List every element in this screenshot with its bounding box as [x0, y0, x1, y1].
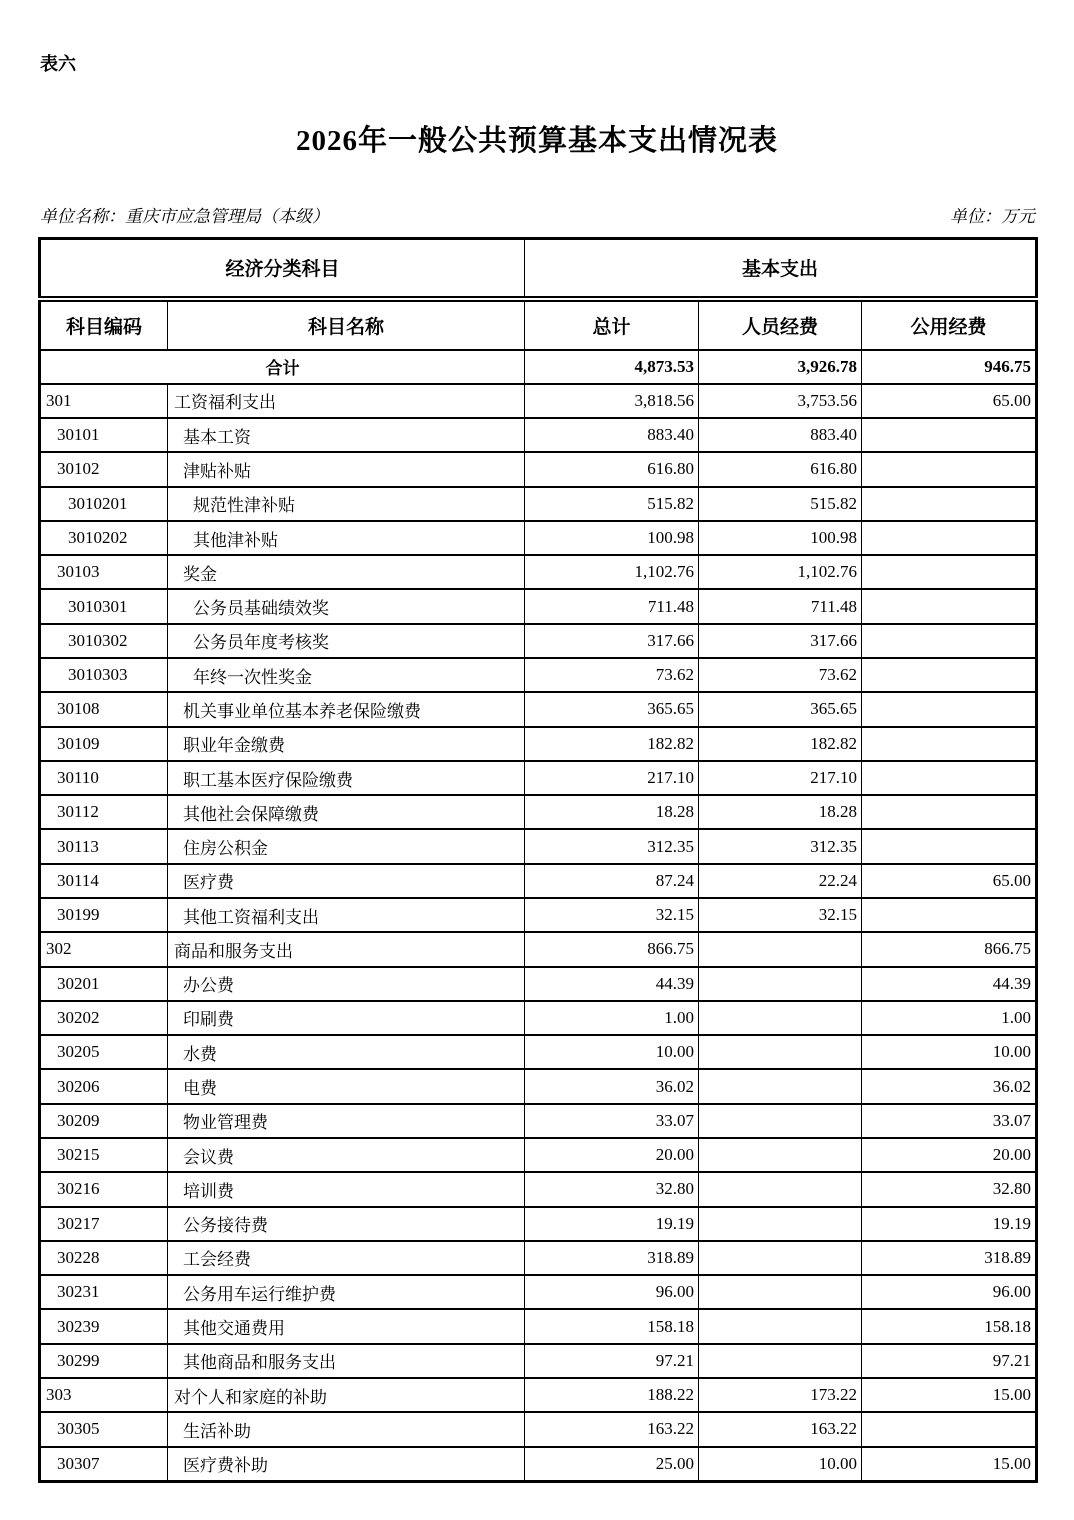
total-cell: 3,818.56: [525, 384, 699, 418]
subject-code-cell: 3010202: [40, 521, 168, 555]
public-cell: [862, 487, 1037, 521]
total-cell: 32.80: [525, 1172, 699, 1206]
total-cell: 515.82: [525, 487, 699, 521]
public-cell: 65.00: [862, 384, 1037, 418]
table-row: [40, 692, 1037, 726]
table-row: [40, 1378, 1037, 1412]
table-row: [40, 1172, 1037, 1206]
personnel-cell: [699, 1172, 862, 1206]
personnel-cell: 883.40: [699, 418, 862, 452]
personnel-cell: 100.98: [699, 521, 862, 555]
subject-name-cell: 其他社会保障缴费: [168, 795, 525, 829]
unit-of-measure-label: 单位：万元: [950, 207, 1035, 226]
personnel-cell: 163.22: [699, 1412, 862, 1446]
column-header-public: 公用经费: [862, 299, 1037, 350]
personnel-cell: 317.66: [699, 624, 862, 658]
total-cell: 73.62: [525, 658, 699, 692]
table-row: [40, 1138, 1037, 1172]
public-cell: [862, 829, 1037, 863]
personnel-cell: 515.82: [699, 487, 862, 521]
subject-name-cell: 公务用车运行维护费: [168, 1275, 525, 1309]
public-cell: 65.00: [862, 864, 1037, 898]
table-row: [40, 898, 1037, 932]
subject-code-cell: 30209: [40, 1104, 168, 1138]
subject-name-cell: 物业管理费: [168, 1104, 525, 1138]
subject-code-cell: 30199: [40, 898, 168, 932]
total-cell: 1,102.76: [525, 555, 699, 589]
public-cell: [862, 589, 1037, 623]
subject-name-cell: 机关事业单位基本养老保险缴费: [168, 692, 525, 726]
table-row: [40, 864, 1037, 898]
table-row: [40, 1001, 1037, 1035]
public-cell: 158.18: [862, 1309, 1037, 1343]
subject-code-cell: 30113: [40, 829, 168, 863]
subject-code-cell: 3010302: [40, 624, 168, 658]
total-cell: 32.15: [525, 898, 699, 932]
subject-code-cell: 30114: [40, 864, 168, 898]
table-row: [40, 1241, 1037, 1275]
grand-total-label: 合计: [40, 350, 525, 384]
table-row: [40, 1412, 1037, 1446]
table-row: [40, 1207, 1037, 1241]
personnel-cell: 217.10: [699, 761, 862, 795]
subject-name-cell: 医疗费补助: [168, 1447, 525, 1482]
subject-code-cell: 30216: [40, 1172, 168, 1206]
total-cell: 312.35: [525, 829, 699, 863]
column-header-name: 科目名称: [168, 299, 525, 350]
public-cell: [862, 1412, 1037, 1446]
total-cell: 1.00: [525, 1001, 699, 1035]
subject-code-cell: 30305: [40, 1412, 168, 1446]
subject-name-cell: 职工基本医疗保险缴费: [168, 761, 525, 795]
total-cell: 18.28: [525, 795, 699, 829]
table-row: [40, 555, 1037, 589]
subject-name-cell: 公务接待费: [168, 1207, 525, 1241]
public-cell: 20.00: [862, 1138, 1037, 1172]
total-cell: 616.80: [525, 452, 699, 486]
public-cell: 1.00: [862, 1001, 1037, 1035]
subject-name-cell: 印刷费: [168, 1001, 525, 1035]
public-cell: 10.00: [862, 1035, 1037, 1069]
public-cell: [862, 555, 1037, 589]
table-row: [40, 795, 1037, 829]
subject-code-cell: 30201: [40, 967, 168, 1001]
grand-total-personnel-cell: 3,926.78: [699, 350, 862, 384]
subject-name-cell: 工会经费: [168, 1241, 525, 1275]
subject-code-cell: 30101: [40, 418, 168, 452]
personnel-cell: [699, 1207, 862, 1241]
public-cell: 15.00: [862, 1378, 1037, 1412]
personnel-cell: 365.65: [699, 692, 862, 726]
subject-code-cell: 30299: [40, 1344, 168, 1378]
grand-total-total-cell: 4,873.53: [525, 350, 699, 384]
meta-row: [40, 202, 1035, 227]
subject-code-cell: 301: [40, 384, 168, 418]
total-cell: 19.19: [525, 1207, 699, 1241]
personnel-cell: [699, 1275, 862, 1309]
personnel-cell: 711.48: [699, 589, 862, 623]
total-cell: 318.89: [525, 1241, 699, 1275]
subject-name-cell: 住房公积金: [168, 829, 525, 863]
subject-code-cell: 3010303: [40, 658, 168, 692]
personnel-cell: [699, 967, 862, 1001]
subject-name-cell: 其他津补贴: [168, 521, 525, 555]
personnel-cell: [699, 1069, 862, 1103]
table-row: [40, 1035, 1037, 1069]
subject-name-cell: 其他交通费用: [168, 1309, 525, 1343]
total-cell: 158.18: [525, 1309, 699, 1343]
total-cell: 317.66: [525, 624, 699, 658]
total-cell: 711.48: [525, 589, 699, 623]
personnel-cell: [699, 932, 862, 966]
public-cell: 15.00: [862, 1447, 1037, 1482]
unit-name-label: 单位名称：重庆市应急管理局（本级）: [40, 207, 329, 226]
total-cell: 10.00: [525, 1035, 699, 1069]
personnel-cell: [699, 1104, 862, 1138]
public-cell: [862, 521, 1037, 555]
personnel-cell: [699, 1035, 862, 1069]
total-cell: 20.00: [525, 1138, 699, 1172]
total-cell: 217.10: [525, 761, 699, 795]
personnel-cell: 73.62: [699, 658, 862, 692]
subject-code-cell: 30109: [40, 727, 168, 761]
table-row: [40, 1275, 1037, 1309]
subject-code-cell: 30112: [40, 795, 168, 829]
subject-code-cell: 30205: [40, 1035, 168, 1069]
subject-name-cell: 其他工资福利支出: [168, 898, 525, 932]
public-cell: 96.00: [862, 1275, 1037, 1309]
personnel-cell: [699, 1241, 862, 1275]
subject-name-cell: 培训费: [168, 1172, 525, 1206]
personnel-cell: 3,753.56: [699, 384, 862, 418]
subject-name-cell: 职业年金缴费: [168, 727, 525, 761]
subject-name-cell: 基本工资: [168, 418, 525, 452]
subject-name-cell: 办公费: [168, 967, 525, 1001]
grand-total-row: [40, 350, 1037, 384]
table-number-label: 表六: [40, 54, 76, 74]
group-header-row: [40, 239, 1037, 299]
personnel-cell: 22.24: [699, 864, 862, 898]
column-header-total: 总计: [525, 299, 699, 350]
total-cell: 25.00: [525, 1447, 699, 1482]
subject-name-cell: 医疗费: [168, 864, 525, 898]
subject-name-cell: 年终一次性奖金: [168, 658, 525, 692]
total-cell: 365.65: [525, 692, 699, 726]
table-row: [40, 589, 1037, 623]
table-row: [40, 761, 1037, 795]
subject-code-cell: 30231: [40, 1275, 168, 1309]
subject-name-cell: 其他商品和服务支出: [168, 1344, 525, 1378]
personnel-cell: 312.35: [699, 829, 862, 863]
subject-name-cell: 会议费: [168, 1138, 525, 1172]
public-cell: [862, 418, 1037, 452]
personnel-cell: [699, 1001, 862, 1035]
total-cell: 866.75: [525, 932, 699, 966]
table-row: [40, 418, 1037, 452]
subject-code-cell: 30102: [40, 452, 168, 486]
subject-name-cell: 生活补助: [168, 1412, 525, 1446]
table-row: [40, 521, 1037, 555]
table-row: [40, 1309, 1037, 1343]
subject-name-cell: 津贴补贴: [168, 452, 525, 486]
subject-name-cell: 公务员基础绩效奖: [168, 589, 525, 623]
public-cell: [862, 727, 1037, 761]
personnel-cell: 182.82: [699, 727, 862, 761]
public-cell: [862, 452, 1037, 486]
public-cell: [862, 795, 1037, 829]
budget-table: [38, 237, 1038, 1483]
subject-name-cell: 工资福利支出: [168, 384, 525, 418]
public-cell: 33.07: [862, 1104, 1037, 1138]
table-row: [40, 1104, 1037, 1138]
subject-code-cell: 30206: [40, 1069, 168, 1103]
total-cell: 97.21: [525, 1344, 699, 1378]
column-header-code: 科目编码: [40, 299, 168, 350]
personnel-cell: 616.80: [699, 452, 862, 486]
table-row: [40, 487, 1037, 521]
column-header-row: [40, 299, 1037, 350]
subject-code-cell: 30202: [40, 1001, 168, 1035]
public-cell: 44.39: [862, 967, 1037, 1001]
subject-name-cell: 电费: [168, 1069, 525, 1103]
header-basic-expenditure: 基本支出: [525, 239, 1037, 299]
subject-code-cell: 30215: [40, 1138, 168, 1172]
public-cell: 36.02: [862, 1069, 1037, 1103]
total-cell: 44.39: [525, 967, 699, 1001]
subject-code-cell: 30217: [40, 1207, 168, 1241]
table-row: [40, 932, 1037, 966]
subject-code-cell: 30228: [40, 1241, 168, 1275]
total-cell: 36.02: [525, 1069, 699, 1103]
total-cell: 163.22: [525, 1412, 699, 1446]
subject-name-cell: 规范性津补贴: [168, 487, 525, 521]
public-cell: 97.21: [862, 1344, 1037, 1378]
public-cell: [862, 658, 1037, 692]
public-cell: [862, 761, 1037, 795]
personnel-cell: 173.22: [699, 1378, 862, 1412]
total-cell: 33.07: [525, 1104, 699, 1138]
subject-code-cell: 30307: [40, 1447, 168, 1482]
subject-name-cell: 公务员年度考核奖: [168, 624, 525, 658]
subject-name-cell: 奖金: [168, 555, 525, 589]
subject-code-cell: 30110: [40, 761, 168, 795]
total-cell: 883.40: [525, 418, 699, 452]
subject-code-cell: 3010301: [40, 589, 168, 623]
personnel-cell: [699, 1138, 862, 1172]
table-row: [40, 1069, 1037, 1103]
table-row: [40, 658, 1037, 692]
subject-name-cell: 商品和服务支出: [168, 932, 525, 966]
table-row: [40, 727, 1037, 761]
table-row: [40, 1447, 1037, 1482]
personnel-cell: [699, 1344, 862, 1378]
subject-code-cell: 30239: [40, 1309, 168, 1343]
subject-code-cell: 302: [40, 932, 168, 966]
public-cell: 318.89: [862, 1241, 1037, 1275]
table-row: [40, 384, 1037, 418]
column-header-personnel: 人员经费: [699, 299, 862, 350]
subject-code-cell: 30108: [40, 692, 168, 726]
subject-code-cell: 303: [40, 1378, 168, 1412]
subject-name-cell: 水费: [168, 1035, 525, 1069]
table-row: [40, 1344, 1037, 1378]
grand-total-public-cell: 946.75: [862, 350, 1037, 384]
total-cell: 182.82: [525, 727, 699, 761]
public-cell: 32.80: [862, 1172, 1037, 1206]
table-row: [40, 967, 1037, 1001]
subject-code-cell: 3010201: [40, 487, 168, 521]
personnel-cell: [699, 1309, 862, 1343]
public-cell: [862, 898, 1037, 932]
subject-name-cell: 对个人和家庭的补助: [168, 1378, 525, 1412]
public-cell: 19.19: [862, 1207, 1037, 1241]
public-cell: 866.75: [862, 932, 1037, 966]
table-row: [40, 624, 1037, 658]
total-cell: 87.24: [525, 864, 699, 898]
public-cell: [862, 692, 1037, 726]
personnel-cell: 18.28: [699, 795, 862, 829]
public-cell: [862, 624, 1037, 658]
table-row: [40, 452, 1037, 486]
subject-code-cell: 30103: [40, 555, 168, 589]
personnel-cell: 32.15: [699, 898, 862, 932]
table-row: [40, 829, 1037, 863]
page-title: 2026年一般公共预算基本支出情况表: [295, 125, 778, 157]
total-cell: 100.98: [525, 521, 699, 555]
header-economic-classification: 经济分类科目: [40, 239, 525, 299]
personnel-cell: 1,102.76: [699, 555, 862, 589]
total-cell: 188.22: [525, 1378, 699, 1412]
total-cell: 96.00: [525, 1275, 699, 1309]
personnel-cell: 10.00: [699, 1447, 862, 1482]
